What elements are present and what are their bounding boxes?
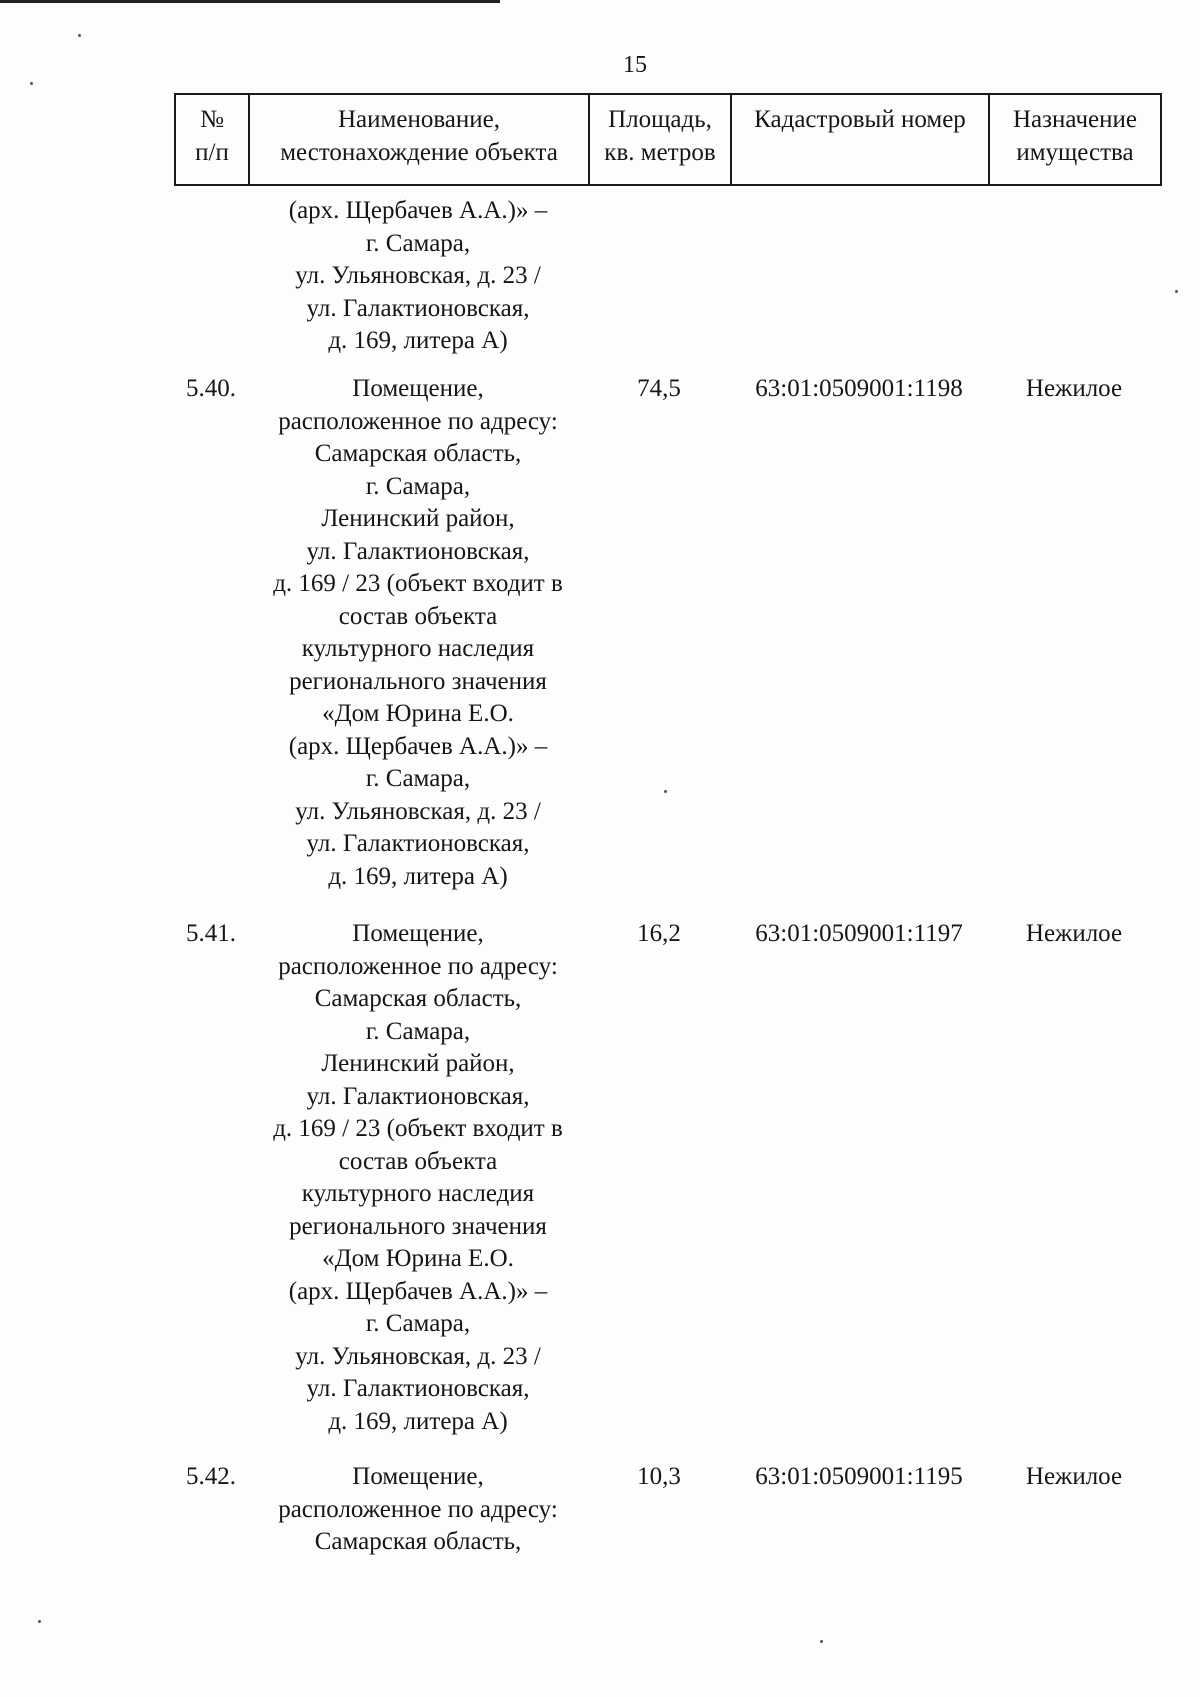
name-line: д. 169 / 23 (объект входит в xyxy=(273,570,563,597)
name-line: ул. Галактионовская, xyxy=(306,1375,530,1402)
name-line: Ленинский район, xyxy=(321,505,515,532)
header-name-line: Наименование, xyxy=(338,106,500,133)
row-number: 5.40. xyxy=(186,375,236,402)
name-line: д. 169, литера А) xyxy=(328,862,508,890)
name-line: г. Самара, xyxy=(365,1310,471,1337)
name-line: ул. Галактионовская, xyxy=(306,537,530,565)
row-purpose: Нежилое xyxy=(1025,1463,1123,1490)
header-area xyxy=(589,94,731,185)
header-number-line: п/п xyxy=(195,139,229,166)
name-line: г. Самара, xyxy=(365,472,471,500)
header-number xyxy=(175,94,249,185)
name-line: Помещение, xyxy=(352,1463,484,1490)
name-line: ул. Ульяновская, д. 23 / xyxy=(295,1342,541,1370)
name-line: (арх. Щербачев А.А.)» – xyxy=(288,1277,548,1305)
header-purpose-line: имущества xyxy=(1016,139,1134,166)
table-row-continuation xyxy=(174,195,1160,373)
header-name xyxy=(249,94,589,185)
name-line: Самарская область, xyxy=(314,1528,522,1555)
name-line: регионального значения xyxy=(289,1212,547,1240)
name-line: Самарская область, xyxy=(314,985,522,1012)
name-line: регионального значения xyxy=(289,667,547,695)
name-line: г. Самара, xyxy=(365,765,471,792)
table-body xyxy=(174,195,1160,1581)
row-name-cell xyxy=(248,373,588,893)
name-line: состав объекта xyxy=(338,602,498,630)
row-number: 5.41. xyxy=(186,920,236,947)
name-line: расположенное по адресу: xyxy=(278,1495,558,1523)
name-line: Самарская область, xyxy=(314,440,522,467)
row-purpose: Нежилое xyxy=(1025,920,1123,947)
name-line: д. 169, литера А) xyxy=(328,327,508,354)
table-row xyxy=(174,1461,1160,1581)
name-line: ул. Ульяновская, д. 23 / xyxy=(295,797,541,825)
header-purpose-line: Назначение xyxy=(1012,106,1138,133)
name-line: г. Самара, xyxy=(365,1017,471,1045)
row-name-cell xyxy=(248,1461,588,1559)
name-line: состав объекта xyxy=(338,1147,498,1175)
name-line: г. Самара, xyxy=(365,229,471,257)
row-cadastral: 63:01:0509001:1198 xyxy=(755,375,963,402)
row-cadastral: 63:01:0509001:1195 xyxy=(755,1463,963,1490)
name-line: расположенное по адресу: xyxy=(278,407,558,435)
header-cadastral xyxy=(731,94,989,185)
row-area: 16,2 xyxy=(637,920,681,947)
row-cadastral: 63:01:0509001:1197 xyxy=(755,920,963,947)
row-number: 5.42. xyxy=(186,1463,236,1490)
name-line: ул. Галактионовская, xyxy=(306,294,530,322)
table-header xyxy=(174,93,1162,186)
row-name-cell xyxy=(248,918,588,1438)
header-cadastral-line: Кадастровый номер xyxy=(754,106,966,133)
name-line: ул. Ульяновская, д. 23 / xyxy=(295,262,541,289)
name-line: ул. Галактионовская, xyxy=(306,1082,530,1110)
name-line: д. 169 / 23 (объект входит в xyxy=(273,1115,563,1142)
name-line: Помещение, xyxy=(352,920,484,947)
name-line: «Дом Юрина Е.О. xyxy=(322,1245,514,1272)
page-number: 15 xyxy=(623,52,647,78)
header-purpose xyxy=(989,94,1161,185)
name-line: «Дом Юрина Е.О. xyxy=(322,700,514,727)
header-name-line: местонахождение объекта xyxy=(280,139,558,166)
continuation-name-cell xyxy=(248,195,588,358)
table-row xyxy=(174,373,1160,918)
header-area-line: Площадь, xyxy=(608,106,712,133)
name-line: (арх. Щербачев А.А.)» – xyxy=(288,197,548,224)
header-number-line: № xyxy=(200,106,224,133)
name-line: Помещение, xyxy=(352,375,484,402)
table-row xyxy=(174,918,1160,1461)
name-line: д. 169, литера А) xyxy=(328,1407,508,1435)
row-area: 10,3 xyxy=(637,1463,681,1490)
top-scan-rule xyxy=(0,0,500,3)
name-line: культурного наследия xyxy=(301,1180,535,1207)
row-purpose: Нежилое xyxy=(1025,375,1123,402)
header-area-line: кв. метров xyxy=(604,139,716,166)
name-line: расположенное по адресу: xyxy=(278,952,558,980)
name-line: ул. Галактионовская, xyxy=(306,830,530,857)
row-area: 74,5 xyxy=(637,375,681,402)
name-line: Ленинский район, xyxy=(321,1050,515,1077)
name-line: культурного наследия xyxy=(301,635,535,662)
name-line: (арх. Щербачев А.А.)» – xyxy=(288,732,548,760)
